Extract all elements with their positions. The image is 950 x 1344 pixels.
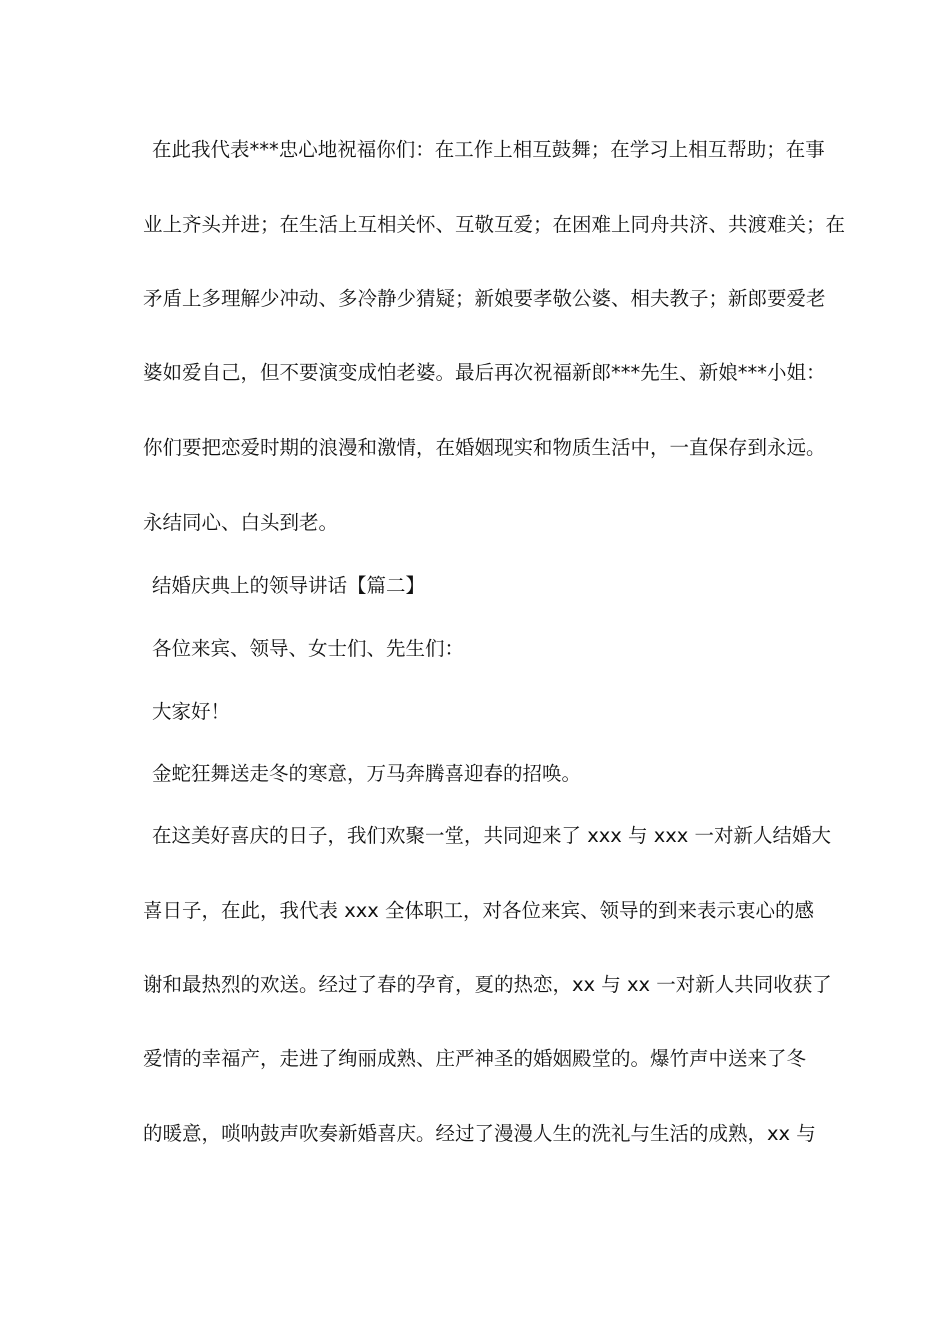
paragraph-line: 喜日子，在此，我代表 xxx 全体职工，对各位来宾、领导的到来表示衷心的感 [143, 899, 815, 922]
paragraph-line: 爱情的幸福产，走进了绚丽成熟、庄严神圣的婚姻殿堂的。爆竹声中送来了冬 [143, 1047, 807, 1070]
section-heading: 结婚庆典上的领导讲话【篇二】 [152, 574, 426, 597]
greeting-line: 大家好！ [152, 700, 231, 723]
salutation-line: 各位来宾、领导、女士们、先生们： [152, 637, 465, 660]
paragraph-line: 婆如爱自己，但不要演变成怕老婆。最后再次祝福新郎***先生、新娘***小姐： [143, 361, 826, 384]
paragraph-line: 金蛇狂舞送走冬的寒意，万马奔腾喜迎春的招唤。 [152, 762, 582, 785]
paragraph-line: 的暖意，唢呐鼓声吹奏新婚喜庆。经过了漫漫人生的洗礼与生活的成熟，xx 与 [143, 1122, 816, 1145]
paragraph-line: 你们要把恋爱时期的浪漫和激情，在婚姻现实和物质生活中，一直保存到永远。 [143, 436, 826, 459]
paragraph-line: 在此我代表***忠心地祝福你们：在工作上相互鼓舞；在学习上相互帮助；在事 [152, 138, 825, 161]
paragraph-line: 业上齐头并进；在生活上互相关怀、互敬互爱；在困难上同舟共济、共渡难关；在 [143, 213, 846, 236]
paragraph-line: 谢和最热烈的欢送。经过了春的孕育，夏的热恋，xx 与 xx 一对新人共同收获了 [143, 973, 832, 996]
paragraph-line: 永结同心、白头到老。 [143, 511, 339, 534]
paragraph-line: 矛盾上多理解少冲动、多冷静少猜疑；新娘要孝敬公婆、相夫教子；新郎要爱老 [143, 287, 826, 310]
paragraph-line: 在这美好喜庆的日子，我们欢聚一堂，共同迎来了 xxx 与 xxx 一对新人结婚大 [152, 824, 832, 847]
